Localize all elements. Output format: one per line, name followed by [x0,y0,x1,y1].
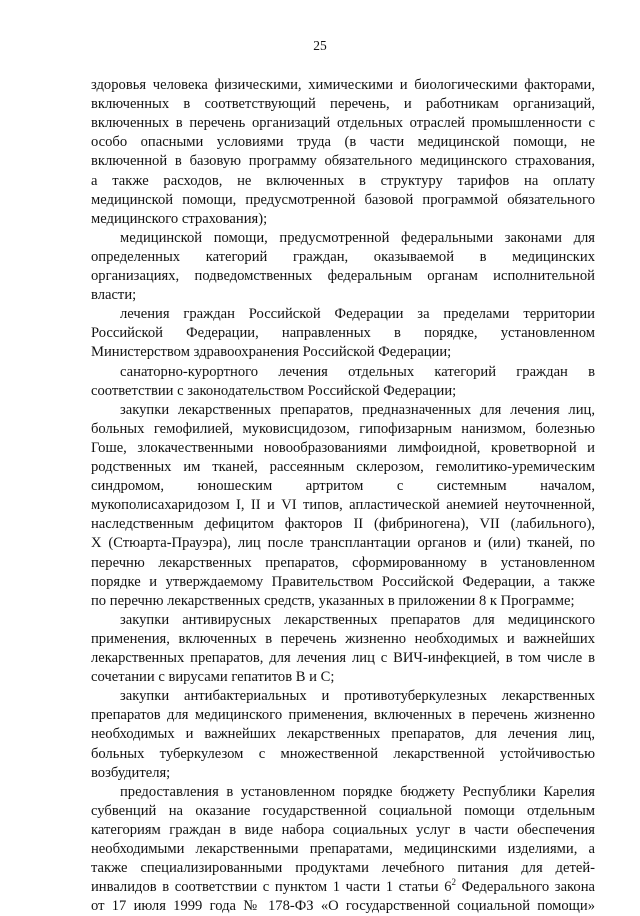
text-line: власти; [91,287,137,304]
text-line: здоровья человека физическими, химическими и биологическими факторами, [91,77,595,93]
text-line: субвенций на оказание государственной социальной помощи отдельным [91,802,595,819]
text-line: возбудителя; [91,764,171,781]
text-line: включенных в перечень организаций отдельных отраслей промышленности с [91,115,595,132]
text-line: инвалидов в соответствии с пунктом 1 части 1 статьи $6^2$ Федерального закона [91,878,595,896]
text-line: медицинского страхования); [91,210,268,227]
text-line: закупки антибактериальных и противотуберкулезных лекарственных [120,688,595,705]
text-line: закупки антивирусных лекарственных препаратов для медицинского [120,611,595,628]
text-line: больных туберкулезом с множественной лекарственной устойчивостью [91,745,595,762]
text-line: по перечню лекарственных средств, указанных в приложении 8 к Программе; [91,592,575,609]
text-line: медицинской помощи, предусмотренной базовой программой обязательного [91,191,595,208]
text-line: включенных в соответствующий перечень, и работникам организаций, [91,96,595,113]
text-line: категориям граждан в виде набора социальных услуг в части обеспечения [91,821,595,838]
text-line: Российской Федерации, направленных в порядке, установленном [91,325,595,342]
text-line: порядке и утверждаемому Правительством Российской Федерации, а также [91,573,595,590]
text-line: Гоше, злокачественными новообразованиями лимфоидной, кроветворной и [91,439,595,456]
text-line: включенной в базовую программу обязательного медицинского страхования, [91,153,595,170]
text-line: больных гемофилией, муковисцидозом, гипофизарным нанизмом, болезнью [91,420,595,437]
text-line: родственных им тканей, рассеянным склерозом, гемолитико-уремическим [91,459,595,475]
text-line: применения, включенных в перечень жизненно необходимых и важнейших [91,630,595,647]
text-line: сочетании с вирусами гепатитов В и С; [91,669,335,686]
text-line: предоставления в установленном порядке бюджету Республики Карелия [120,783,595,800]
text-line: Министерством здравоохранения Российской Федерации; [91,344,452,361]
text-line: X (Стюарта-Прауэра), лиц после трансплантации органов и (или) тканей, по [91,535,595,552]
text-line: необходимыми лекарственными препаратами, медицинскими изделиями, а [91,841,595,857]
text-line: определенных категорий граждан, оказываемой в медицинских [91,248,595,265]
text-line: препаратов для медицинского применения, включенных в перечень жизненно [91,707,595,724]
text-line: медицинской помощи, предусмотренной федеральными законами для [120,229,595,246]
text-line: особо опасными условиями труда (в части медицинской помощи, не [91,134,595,151]
text-line: от 17 июля 1999 года № 178-ФЗ «О государственной социальной помощи» [91,898,595,915]
superscript: 2 [451,878,457,888]
text-line: лекарственных препаратов, для лечения лиц с ВИЧ-инфекцией, в том числе в [91,650,595,666]
text-line: соответствии с законодательством Российской Федерации; [91,382,457,399]
text-line: лечения граждан Российской Федерации за пределами территории [120,306,595,323]
text-line: необходимых и важнейших лекарственных препаратов, для лечения лиц, [91,726,595,743]
text-line: синдромом, юношеским артритом с системным началом, [91,478,595,495]
text-line: организациях, подведомственных федеральным органам исполнительной [91,268,595,284]
text-line: мукополисахаридозом I, II и VI типов, апластической анемией неуточненной, [91,497,595,514]
text-line: перечню лекарственных препаратов, сформированному в установленном [91,554,595,571]
text-line: наследственным дефицитом факторов II (фибриногена), VII (лабильного), [91,516,595,533]
text-line: закупки лекарственных препаратов, предназначенных для лечения лиц, [120,401,595,418]
text-line: а также расходов, не включенных в структуру тарифов на оплату [91,172,595,189]
text-line: санаторно-курортного лечения отдельных категорий граждан в [120,363,595,380]
text-line: также специализированными продуктами лечебного питания для детей- [91,860,595,877]
page-number: 25 [313,38,327,53]
